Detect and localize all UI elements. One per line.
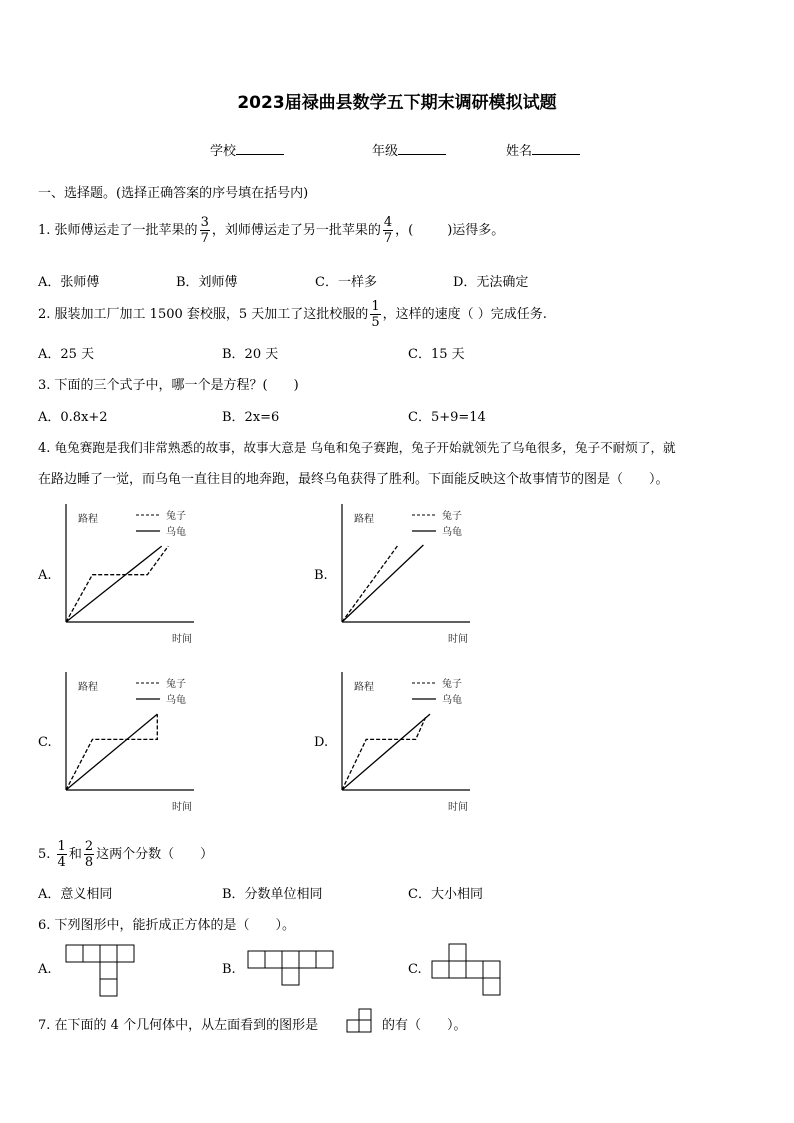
legend-label-rabbit: 兔子 bbox=[442, 679, 462, 690]
q1-fraction-2 bbox=[383, 216, 393, 245]
y-axis-label: 路程 bbox=[354, 682, 374, 693]
q5-and: 和 bbox=[68, 847, 82, 862]
q3-option-a[interactable]: A．0.8x+2 bbox=[38, 410, 108, 425]
grade-field bbox=[372, 140, 446, 159]
q6-option-b-label[interactable]: B. bbox=[222, 962, 236, 977]
series-rabbit-line bbox=[342, 545, 398, 622]
q4-chart-b[interactable] bbox=[336, 500, 476, 648]
q6-net-c[interactable] bbox=[430, 943, 504, 997]
q5-frac1-den: 4 bbox=[57, 855, 66, 870]
q7-number: 7. bbox=[38, 1018, 51, 1033]
net-b-cell-6 bbox=[282, 968, 299, 985]
question-1 bbox=[38, 214, 504, 248]
q2-option-c[interactable]: C．15 天 bbox=[408, 347, 465, 362]
q2-frac-num: 1 bbox=[371, 299, 380, 314]
q3-number: 3. bbox=[38, 378, 51, 393]
q6-net-b[interactable] bbox=[246, 950, 336, 988]
legend-label-tortoise: 乌龟 bbox=[442, 527, 462, 538]
q3-option-c[interactable]: C．5+9=14 bbox=[408, 410, 486, 425]
school-label: 学校 bbox=[210, 144, 237, 159]
legend-label-tortoise: 乌龟 bbox=[166, 695, 186, 706]
q1-text-d: )运得多。 bbox=[447, 223, 505, 238]
x-axis-label: 时间 bbox=[448, 802, 468, 813]
net-a-cell-5 bbox=[100, 962, 117, 979]
net-c-cell-6 bbox=[483, 978, 500, 995]
net-c-cell-5 bbox=[483, 961, 500, 978]
q2-text-b: ，这样的速度（ ）完成任务. bbox=[382, 307, 547, 322]
q4-option-d-label[interactable]: D. bbox=[314, 735, 329, 750]
legend-label-tortoise: 乌龟 bbox=[442, 695, 462, 706]
net-c-cell-3 bbox=[449, 961, 466, 978]
net-c-cell-4 bbox=[466, 961, 483, 978]
q4-chart-a[interactable] bbox=[60, 500, 200, 648]
series-tortoise-line bbox=[66, 714, 157, 790]
y-axis-label: 路程 bbox=[354, 514, 374, 525]
net-b-cell-1 bbox=[248, 951, 265, 968]
net-a-cell-1 bbox=[66, 945, 83, 962]
q2-option-b[interactable]: B．20 天 bbox=[222, 347, 279, 362]
q5-option-b[interactable]: B．分数单位相同 bbox=[222, 887, 323, 902]
q2-frac-den: 5 bbox=[371, 315, 380, 330]
q1-text-c: ，( bbox=[395, 223, 414, 238]
q2-fraction bbox=[370, 300, 380, 329]
page-title: 2023届禄曲县数学五下期末调研模拟试题 bbox=[237, 93, 557, 113]
net-a-cell-4 bbox=[117, 945, 134, 962]
series-tortoise-line bbox=[66, 546, 162, 622]
q4-chart-c[interactable] bbox=[60, 668, 200, 816]
q1-frac2-num: 4 bbox=[383, 215, 393, 230]
legend-label-rabbit: 兔子 bbox=[166, 679, 186, 690]
q7-left-view-icon bbox=[345, 1008, 375, 1036]
q4-line-2: 在路边睡了一觉，而乌龟一直往目的地奔跑，最终乌龟获得了胜利。下面能反映这个故事情节的图是（ ）。 bbox=[38, 472, 669, 487]
net-b-cell-4 bbox=[299, 951, 316, 968]
q7-text-b: 的有（ ）。 bbox=[382, 1018, 467, 1033]
school-field bbox=[210, 140, 284, 159]
y-axis-label: 路程 bbox=[78, 514, 98, 525]
name-field bbox=[506, 140, 580, 159]
legend-label-tortoise: 乌龟 bbox=[166, 527, 186, 538]
net-c-cell-1 bbox=[449, 944, 466, 961]
q5-option-c[interactable]: C．大小相同 bbox=[408, 887, 483, 902]
q4-option-c-label[interactable]: C. bbox=[38, 735, 52, 750]
q1-text-b: ，刘师傅运走了另一批苹果的 bbox=[211, 223, 381, 238]
net-b-cell-2 bbox=[265, 951, 282, 968]
question-4 bbox=[38, 437, 676, 456]
grade-blank[interactable] bbox=[398, 142, 446, 155]
y-axis-label: 路程 bbox=[78, 682, 98, 693]
q7-text-a: 在下面的 4 个几何体中，从左面看到的图形是 bbox=[54, 1018, 319, 1033]
q4-option-a-label[interactable]: A. bbox=[38, 568, 52, 583]
q5-frac2-den: 8 bbox=[84, 855, 94, 870]
x-axis-label: 时间 bbox=[448, 634, 468, 645]
q5-option-a[interactable]: A．意义相同 bbox=[38, 887, 113, 902]
q6-number: 6. bbox=[38, 918, 51, 933]
q2-text-a: 服装加工厂加工 1500 套校服，5 天加工了这批校服的 bbox=[54, 307, 369, 322]
q1-frac1-den: 7 bbox=[200, 231, 209, 246]
q5-frac2-num: 2 bbox=[84, 839, 94, 854]
q6-option-a-label[interactable]: A. bbox=[38, 962, 52, 977]
section-heading: 一、选择题。(选择正确答案的序号填在括号内) bbox=[38, 186, 309, 201]
name-blank[interactable] bbox=[532, 142, 580, 155]
question-2 bbox=[38, 298, 547, 332]
q4-chart-d[interactable] bbox=[336, 668, 476, 816]
legend-label-rabbit: 兔子 bbox=[166, 511, 186, 522]
net-a-cell-3 bbox=[100, 945, 117, 962]
series-tortoise-line bbox=[342, 545, 423, 622]
q1-option-a[interactable]: A．张师傅 bbox=[38, 275, 100, 290]
q1-number: 1. bbox=[38, 223, 51, 238]
question-7 bbox=[38, 1014, 318, 1033]
legend-label-rabbit: 兔子 bbox=[442, 511, 462, 522]
net-b-cell-3 bbox=[282, 951, 299, 968]
q6-text: 下列图形中，能折成正方体的是（ ）。 bbox=[54, 918, 296, 933]
series-tortoise-line bbox=[342, 714, 430, 790]
question-3 bbox=[38, 374, 299, 393]
q4-number: 4. bbox=[38, 441, 51, 456]
q1-fraction-1 bbox=[200, 216, 210, 245]
net-a-cell-6 bbox=[100, 979, 117, 996]
q5-text: 这两个分数（ ） bbox=[96, 847, 214, 862]
q1-text-a: 张师傅运走了一批苹果的 bbox=[54, 223, 198, 238]
q2-option-a[interactable]: A．25 天 bbox=[38, 347, 95, 362]
name-label: 姓名 bbox=[506, 144, 533, 159]
school-blank[interactable] bbox=[236, 142, 284, 155]
q5-number: 5. bbox=[38, 847, 51, 862]
q5-fraction-1 bbox=[57, 840, 67, 869]
q1-option-c[interactable]: C．一样多 bbox=[315, 275, 377, 290]
q4-line-1: 龟兔赛跑是我们非常熟悉的故事，故事大意是 乌龟和兔子赛跑，兔子开始就领先了乌龟很多，兔子不耐烦了，就 bbox=[54, 440, 676, 455]
q5-fraction-2 bbox=[84, 840, 94, 869]
q1-option-d[interactable]: D．无法确定 bbox=[453, 275, 529, 290]
q1-frac1-num: 3 bbox=[200, 215, 209, 230]
q1-option-b[interactable]: B．刘师傅 bbox=[176, 275, 238, 290]
q6-net-a[interactable] bbox=[64, 944, 136, 998]
q4-option-b-label[interactable]: B. bbox=[314, 568, 328, 583]
q3-text: 下面的三个式子中，哪一个是方程？( ) bbox=[54, 378, 299, 393]
net-a-cell-2 bbox=[83, 945, 100, 962]
x-axis-label: 时间 bbox=[172, 634, 192, 645]
net-b-cell-5 bbox=[316, 951, 333, 968]
q5-frac1-num: 1 bbox=[57, 839, 66, 854]
question-5 bbox=[38, 838, 213, 872]
q2-number: 2. bbox=[38, 307, 51, 322]
q6-option-c-label[interactable]: C. bbox=[408, 962, 422, 977]
net-c-cell-2 bbox=[432, 961, 449, 978]
grade-label: 年级 bbox=[372, 144, 399, 159]
question-6 bbox=[38, 914, 295, 933]
x-axis-label: 时间 bbox=[172, 802, 192, 813]
q1-frac2-den: 7 bbox=[383, 231, 393, 246]
q3-option-b[interactable]: B．2x=6 bbox=[222, 410, 280, 425]
